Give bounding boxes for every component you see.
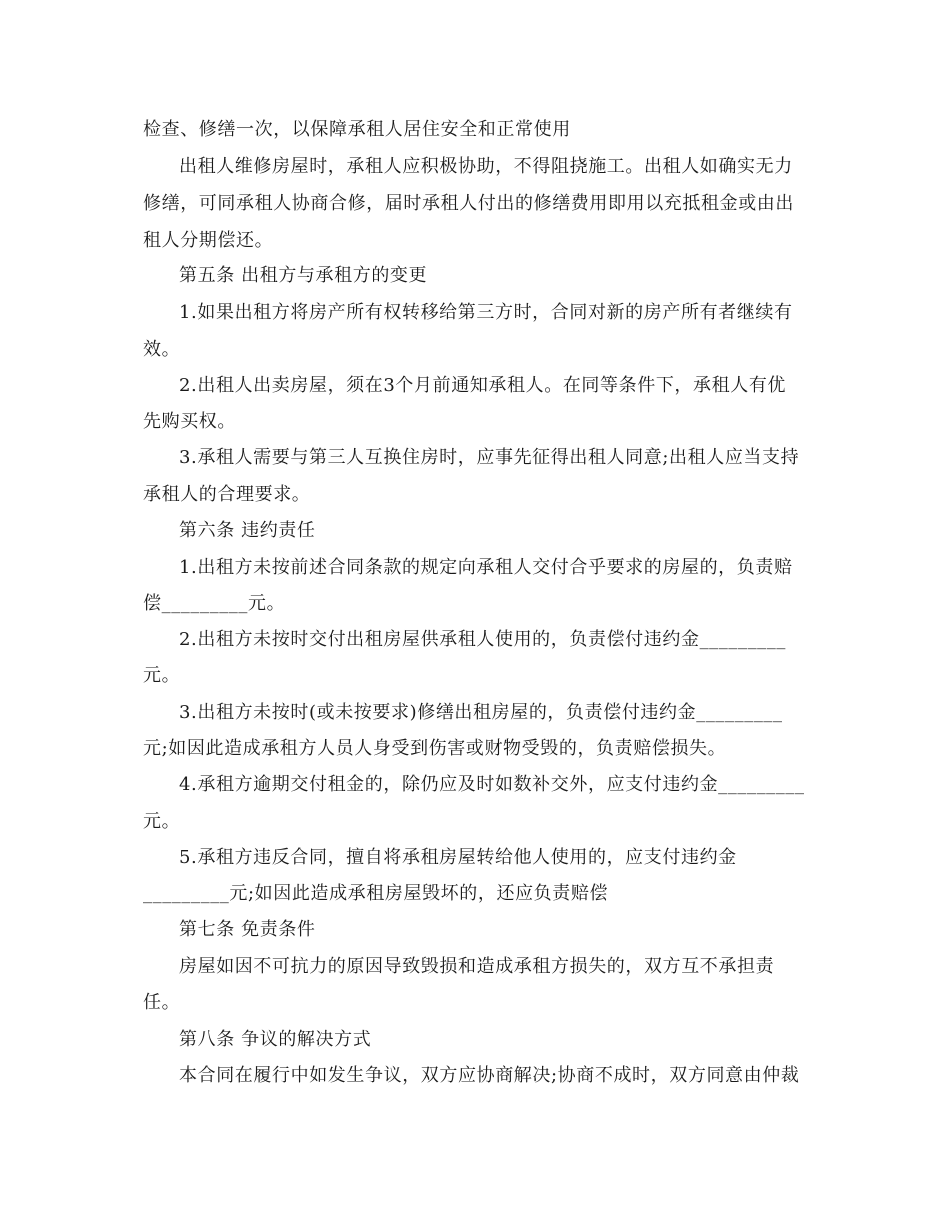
text-line: _________元;如因此造成承租房屋毁坏的，还应负责赔偿 bbox=[143, 883, 609, 904]
text-line: 出租人维修房屋时，承租人应积极协助，不得阻挠施工。出租人如确实无力 bbox=[179, 156, 793, 177]
text-line: 元。 bbox=[143, 665, 181, 686]
text-line: 承租人的合理要求。 bbox=[143, 484, 311, 505]
section-heading: 第七条 免责条件 bbox=[179, 919, 316, 940]
text-line: 4.承租方逾期交付租金的，除仍应及时如数补交外，应支付违约金_________ bbox=[179, 774, 805, 795]
text-line: 3.出租方未按时(或未按要求)修缮出租房屋的，负责偿付违约金_________ bbox=[179, 702, 783, 723]
text-line: 租人分期偿还。 bbox=[143, 230, 274, 251]
text-line: 元;如因此造成承租方人员人身受到伤害或财物受毁的，负责赔偿损失。 bbox=[143, 738, 727, 759]
text-line: 3.承租人需要与第三人互换住房时，应事先征得出租人同意;出租人应当支持 bbox=[179, 447, 800, 468]
text-line: 2.出租人出卖房屋，须在3个月前通知承租人。在同等条件下，承租人有优 bbox=[179, 375, 787, 396]
text-line: 效。 bbox=[143, 339, 181, 360]
text-line: 1.出租方未按前述合同条款的规定向承租人交付合乎要求的房屋的，负责赔 bbox=[179, 557, 793, 578]
text-line: 修缮，可同承租人协商合修，届时承租人付出的修缮费用即用以充抵租金或由出 bbox=[143, 193, 794, 214]
text-line: 任。 bbox=[143, 992, 181, 1013]
text-line: 偿_________元。 bbox=[143, 593, 286, 614]
section-heading: 第八条 争议的解决方式 bbox=[179, 1029, 372, 1050]
text-line: 房屋如因不可抗力的原因导致毁损和造成承租方损失的，双方互不承担责 bbox=[179, 956, 775, 977]
text-line: 2.出租方未按时交付出租房屋供承租人使用的，负责偿付违约金_________ bbox=[179, 629, 786, 650]
section-heading: 第六条 违约责任 bbox=[179, 520, 316, 541]
text-line: 先购买权。 bbox=[143, 411, 236, 432]
text-line: 检查、修缮一次，以保障承租人居住安全和正常使用 bbox=[143, 119, 571, 140]
section-heading: 第五条 出租方与承租方的变更 bbox=[179, 265, 428, 286]
text-line: 5.承租方违反合同，擅自将承租房屋转给他人使用的，应支付违约金 bbox=[179, 847, 737, 868]
text-line: 元。 bbox=[143, 811, 181, 832]
text-line: 1.如果出租方将房产所有权转移给第三方时，合同对新的房产所有者继续有 bbox=[179, 302, 793, 323]
text-line: 本合同在履行中如发生争议，双方应协商解决;协商不成时，双方同意由仲裁 bbox=[179, 1065, 800, 1086]
